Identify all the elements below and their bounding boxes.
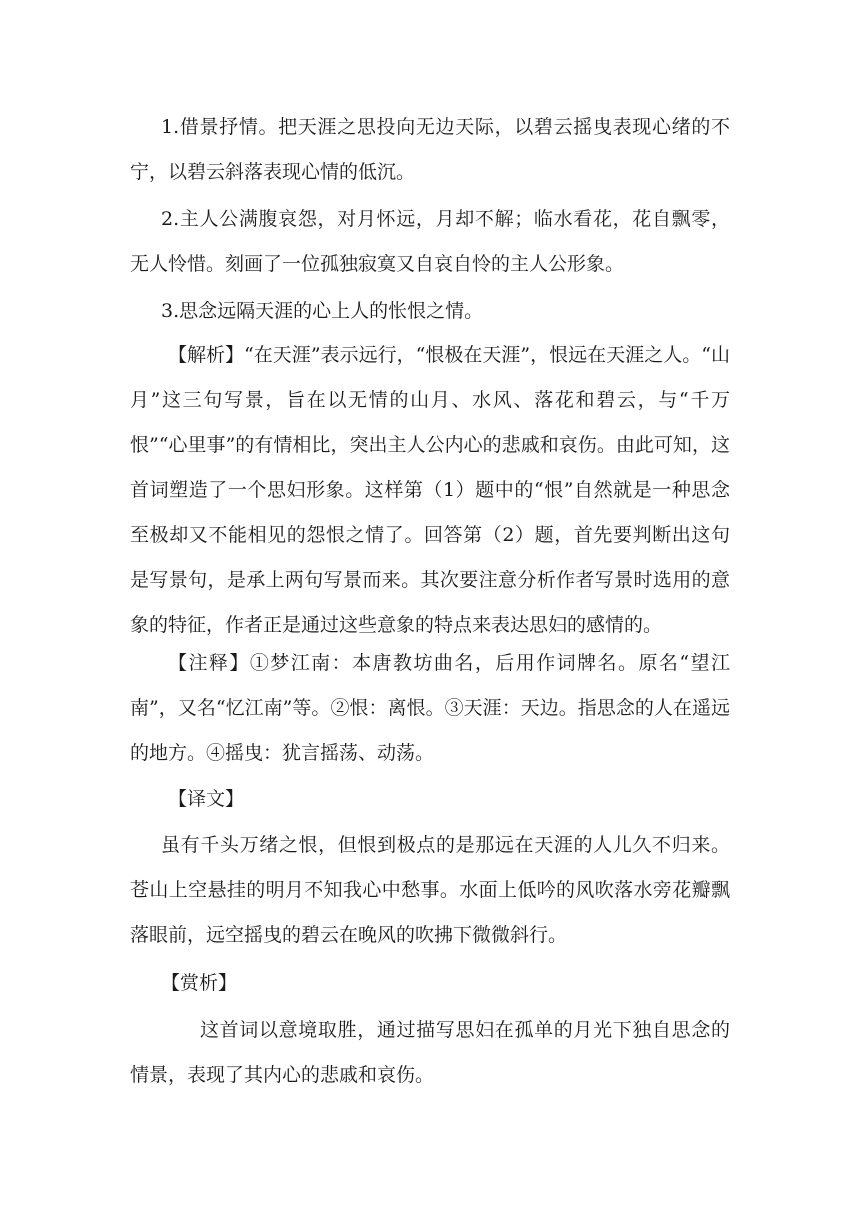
translation-paragraph: 虽有千头万绪之恨，但恨到极点的是那远在天涯的人儿久不归来。苍山上空悬挂的明月不知我心中愁事。水面上低吟的风吹落水旁花瓣飘落眼前，远空摇曳的碧云在晚风的吹拂下微微斜行。 xyxy=(130,834,730,946)
analysis-paragraph: 【解析】“在天涯”表示远行，“恨极在天涯”，恨远在天涯之人。“山月”这三句写景，旨在以无情的山月、水风、落花和碧云，与“千万恨”“心里事”的有情相比，突出主人公内心的悲戚和哀伤。由此可知，这首词塑造了一个思妇形象。这样第（1）题中的“恨”自然就是一种思念至极却又不能相见的怨恨之情了。回答第（2）题，首先要判断出这句是写景句，是承上两句写景而来。其次要注意分析作者写景时选用的意象的特征，作者正是通过这些意象的特点来表达思妇的感情的。 xyxy=(130,344,730,636)
notes-paragraph: 【注释】①梦江南：本唐教坊曲名，后用作词牌名。原名“望江南”，又名“忆江南”等。②恨：离恨。③天涯：天边。指思念的人在遥远的地方。④摇曳：犹言摇荡、动荡。 xyxy=(130,652,730,764)
appreciation-heading: 【赏析】 xyxy=(161,972,238,994)
answer-item-2: 2.主人公满腹哀怨，对月怀远，月却不解；临水看花，花自飘零，无人怜惜。刻画了一位孤独寂寞又自哀自怜的主人公形象。 xyxy=(130,208,730,275)
translation-heading: 【译文】 xyxy=(168,788,245,810)
answer-item-1: 1.借景抒情。把天涯之思投向无边天际，以碧云摇曳表现心绪的不宁，以碧云斜落表现心情的低沉。 xyxy=(130,116,730,183)
answer-item-3: 3.思念远隔天涯的心上人的怅恨之情。 xyxy=(161,300,484,322)
appreciation-paragraph: 这首词以意境取胜，通过描写思妇在孤单的月光下独自思念的情景，表现了其内心的悲戚和哀伤。 xyxy=(130,1019,730,1086)
